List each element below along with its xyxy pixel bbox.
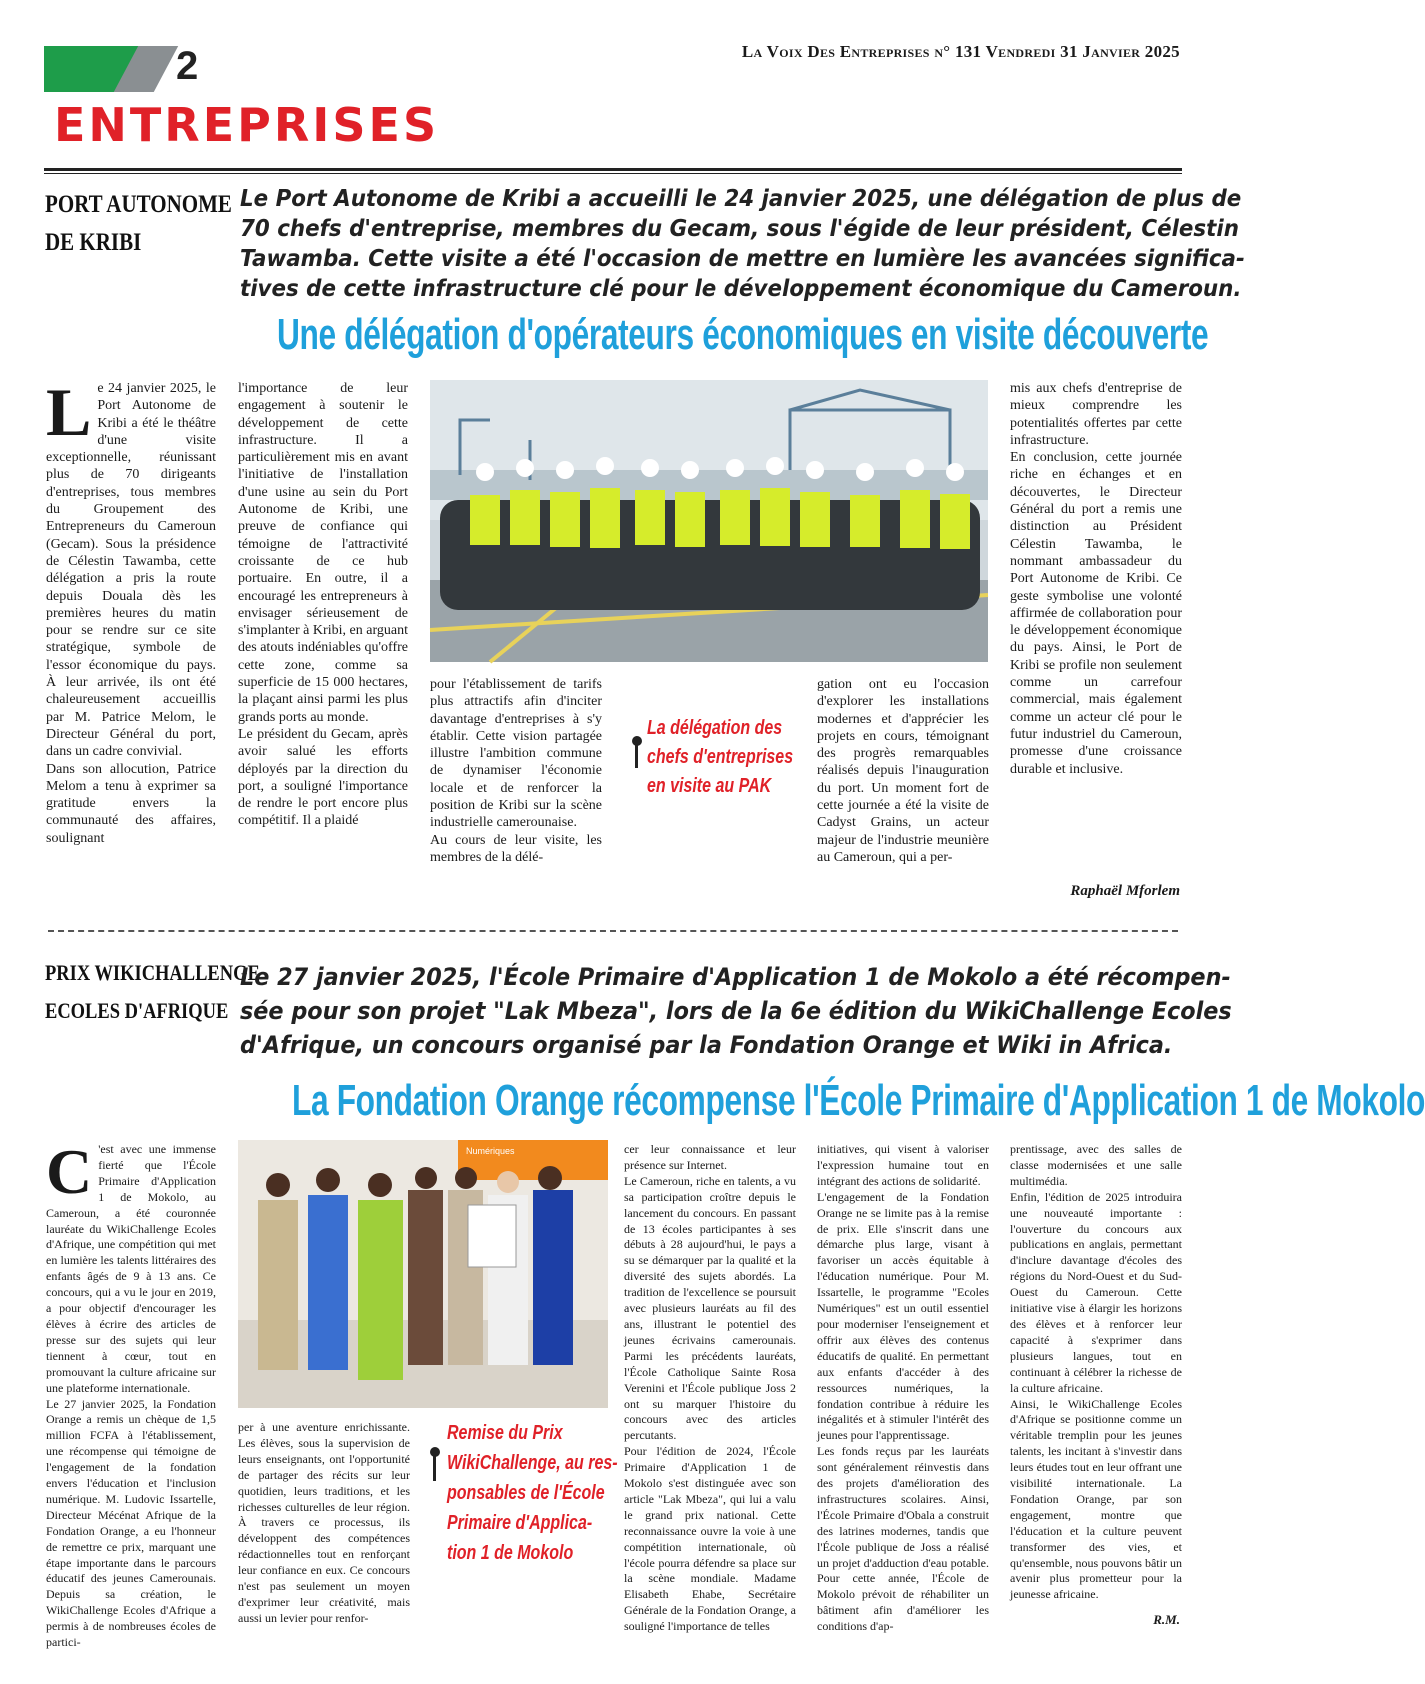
paragraph: Le 27 janvier 2025, la Fondation Orange a remis un chèque de 1,5 million FCFA à l'établissement, une récompense qui témoigne de l'engagement de la fondation envers l'éducation et l'inclusion numérique. M. Ludovic Issartelle, Directeur Mécénat Afrique de la Fondation Orange, a eu l'honneur de remettre ce prix, marquant une étape importante dans le parcours éducatif des jeunes Camerounais. Depuis sa création, le WikiChallenge Ecoles d'Afrique a permis à de nombreuses écoles de partici-: [46, 1396, 216, 1650]
caption-line: La délégation des: [647, 717, 783, 739]
paragraph: En conclusion, cette journée riche en échanges et en découvertes, le Directeur Général du port a remis une distinction au Président Célestin Tawamba, le nommant ambassadeur du Port Autonome de Kribi. Ce geste symbolise une volonté affirmée de collaboration pour le développement économique du pays. Ainsi, le Port de Kribi se profile non seulement comme un carrefour commercial, mais également comme un acteur clé pour le futur industriel du Cameroun, promesse d'une croissance durable et inclusive.: [1010, 450, 1182, 777]
article2-kicker: [45, 954, 260, 1030]
article2-col1: [46, 1136, 216, 1651]
caption-line: ponsables de l'École: [447, 1482, 605, 1504]
caption-line: Primaire d'Applica-: [447, 1512, 593, 1534]
article1-signature: Raphaël Mforlem: [1070, 883, 1180, 899]
publication-line: La Voix Des Entreprises n° 131 Vendredi 31 Janvier 2025: [741, 42, 1180, 61]
paragraph: Le président du Gecam, après avoir salué les efforts déployés par la direction du port, a souligné l'importance de rendre le port encore plus compétitif. Il a plaidé: [238, 726, 408, 829]
article1-kicker: [45, 186, 232, 262]
paragraph: Les fonds reçus par les lauréats sont généralement réinvestis dans des projets d'amélioration des infrastructures scolaires. Ainsi, l'École Primaire d'Obala a construit des latrines modernes, tandis que l'École publique de Joss a réalisé un projet d'adduction d'eau potable. Pour cette année, l'École de Mokolo prévoit de réhabiliter un bâtiment afin d'améliorer les conditions d'ap-: [817, 1444, 989, 1634]
paragraph: cer leur connaissance et leur présence sur Internet.: [624, 1142, 796, 1172]
caption-bar: [433, 1455, 436, 1481]
intro-line: d'Afrique, un concours organisé par la Fondation Orange et Wiki in Africa.: [240, 1031, 1173, 1059]
paragraph: Pour l'édition de 2024, l'École Primaire d'Application 1 de Mokolo s'est distinguée avec son article "Lak Mbeza", qui lui a valu le grand prix national. Cette reconnaissance ouvre la voie à une compétition internationale, où l'école pourra défendre sa place sur la scène mondiale. Madame Elisabeth Ehabe, Secrétaire Générale de la Fondation Orange, a souligné l'importance de telles: [624, 1444, 796, 1634]
paragraph: prentissage, avec des salles de classe modernisées et une salle multimédia.: [1010, 1142, 1182, 1188]
kicker-line: ECOLES D'AFRIQUE: [45, 998, 229, 1023]
kicker-line: DE KRIBI: [45, 229, 142, 256]
intro-line: sée pour son projet "Lak Mbeza", lors de la 6e édition du WikiChallenge Ecoles: [240, 997, 1232, 1025]
caption-bar: [635, 744, 638, 768]
article1-col2: [238, 380, 408, 830]
article-separator: [48, 930, 1178, 932]
caption-line: tion 1 de Mokolo: [447, 1542, 574, 1564]
paragraph: Le Cameroun, riche en talents, a vu sa participation croître depuis le lancement du concours. En passant de 13 écoles participantes à ses débuts à 28 aujourd'hui, le pays a su se démarquer par la qualité et la diversité des sujets abordés. La tradition de l'excellence se poursuit avec plusieurs lauréats au fil des ans, illustrant le potentiel des jeunes écrivains camerounais. Parmi les précédents lauréats, l'École Catholique Sainte Rosa Verenini et l'École publique Joss 2 ont su marquer l'histoire du concours avec des articles percutants.: [624, 1173, 796, 1443]
paragraph: Enfin, l'édition de 2025 introduira une nouveauté importante : l'ouverture du concours aux publications en anglais, permettant d'inclure davantage d'écoles des régions du Nord-Ouest et du Sud-Ouest du Cameroun. Cette initiative vise à élargir les horizons des élèves et à renforcer leur capacité à s'exprimer dans plusieurs langues, tout en continuant à célébrer la richesse de la culture africaine.: [1010, 1189, 1182, 1395]
header-rule-thin: [44, 173, 1182, 174]
paragraph: pour l'établissement de tarifs plus attractifs afin d'inciter davantage d'entreprises à s'y établir. Cette vision partagée illustre l'ambition commune de dynamiser l'économie locale et de renforcer la position de Kribi sur la scène industrielle camerounaise.: [430, 677, 602, 831]
article1-col3: [430, 676, 602, 866]
delegation-photo-illustration: [430, 380, 988, 662]
award-photo-illustration: [238, 1140, 608, 1408]
intro-line: Le 27 janvier 2025, l'École Primaire d'Application 1 de Mokolo a été récompen-: [240, 963, 1231, 991]
kicker-line: PORT AUTONOME: [45, 191, 232, 218]
paragraph: gation ont eu l'occasion d'explorer les installations modernes et d'apprécier les projets en cours, témoignant des progrès remarquables réalisés depuis l'inauguration du port. Un moment fort de cette journée a été la visite de Cadyst Grains, un acteur majeur de l'industrie meunière au Cameroun, qui a per-: [817, 677, 989, 865]
paragraph: initiatives, qui visent à valoriser l'expression humaine tout en intégrant des actions de solidarité.: [817, 1142, 989, 1188]
section-title: ENTREPRISES: [54, 98, 440, 152]
paragraph: mis aux chefs d'entreprise de mieux comprendre les potentialités offertes par cette infrastructure.: [1010, 381, 1182, 448]
kicker-line: PRIX WIKICHALLENGE: [45, 960, 260, 985]
photo-banner-text: Numériques: [466, 1146, 515, 1156]
article1-col5: [1010, 380, 1182, 778]
article1-intro: [240, 184, 1245, 304]
article2-col3: [624, 1142, 796, 1635]
paragraph: e 24 janvier 2025, le Port Autonome de Kribi a été le théâtre d'une visite exceptionnelle, réunissant plus de 70 dirigeants d'entreprises, tous membres du Groupement des Entrepreneurs du Cameroun (Gecam). Sous la présidence de Célestin Tawamba, cette délégation a pris la route depuis Douala dès les premières heures du matin pour se rendre sur ce site stratégique, symbole de l'essor économique du pays. À leur arrivée, ils ont été chaleureusement accueillis par M. Patrice Melom, le Directeur Général du port, dans un cadre convivial.: [46, 381, 216, 760]
article2-col2: [238, 1420, 410, 1627]
intro-line: Tawamba. Cette visite a été l'occasion de mettre en lumière les avancées significa-: [240, 246, 1245, 272]
award-photo: [238, 1140, 608, 1408]
article1-col4: [817, 676, 989, 866]
paragraph: L'engagement de la Fondation Orange ne se limite pas à la remise de prix. Elle s'inscrit dans une démarche plus large, visant à favoriser un accès équitable à l'éducation numérique. Pour M. Issartelle, le programme "Ecoles Numériques" est un outil essentiel pour moderniser l'enseignement et offrir aux élèves des contenus éducatifs de qualité. En permettant aux enfants d'accéder à des ressources numériques, la fondation contribue à réduire les inégalités et à stimuler l'intérêt des jeunes pour l'apprentissage.: [817, 1189, 989, 1443]
paragraph: l'importance de leur engagement à soutenir le développement de cette infrastructure. Il a particulièrement mis en avant l'initiative de l'installation d'une usine au sein du Port Autonome de Kribi, une preuve de confiance qui témoigne de l'attractivité croissante de ce hub portuaire. En outre, il a encouragé les entrepreneurs à envisager sérieusement de s'implanter à Kribi, en arguant des atouts indéniables qu'offre cette zone, comme sa superficie de 15 000 hectares, la plaçant ainsi parmi les plus grands ports au monde.: [238, 381, 408, 725]
page-number: 2: [176, 44, 199, 88]
article2-col5: [1010, 1142, 1182, 1603]
drop-cap: L: [46, 374, 92, 450]
caption-line: Remise du Prix: [447, 1422, 563, 1444]
paragraph: 'est avec une immense fierté que l'École Primaire d'Application 1 de Mokolo, au Cameroun, a été couronnée lauréate du WikiChallenge Ecoles d'Afrique, une compétition qui met en lumière les talents littéraires des enfants âgés de 9 à 13 ans. Ce concours, qui a vu le jour en 2019, a pour objectif d'encourager les élèves à écrire des articles de presse sur des sujets qui leur tiennent à cœur, tout en promouvant la culture africaine sur une plateforme internationale.: [46, 1142, 216, 1395]
intro-line: Le Port Autonome de Kribi a accueilli le 24 janvier 2025, une délégation de plus de: [240, 186, 1242, 212]
intro-line: 70 chefs d'entreprise, membres du Gecam, sous l'égide de leur président, Célestin: [240, 216, 1239, 242]
paragraph: Ainsi, le WikiChallenge Ecoles d'Afrique se positionne comme un véritable tremplin pour les jeunes talents, les incitant à s'investir dans leurs études tout en leur offrant une visibilité internationale. La Fondation Orange, par son engagement, montre que l'éducation et la culture peuvent transformer des vies, et qu'ensemble, nous pouvons bâtir un avenir plus prometteur pour la jeunesse africaine.: [1010, 1396, 1182, 1602]
article1-caption: [647, 714, 793, 801]
paragraph: per à une aventure enrichissante. Les élèves, sous la supervision de leurs enseignants, ont l'opportunité de partager des récits sur leur quotidien, leurs traditions, et les richesses culturelles de leur région. À travers ce processus, ils développent des compétences rédactionnelles tout en renforçant leur confiance en eux. Ce concours n'est pas seulement un moyen d'exprimer leur créativité, mais aussi un levier pour renfor-: [238, 1420, 410, 1625]
delegation-photo: [430, 380, 988, 662]
header-rule: [44, 168, 1182, 171]
article2-signature: R.M.: [1153, 1612, 1180, 1627]
article1-headline: Une délégation d'opérateurs économiques en visite découverte: [277, 310, 1209, 359]
article2-caption: [447, 1418, 618, 1568]
paragraph: Dans son allocution, Patrice Melom a tenu à exprimer sa gratitude envers la communauté des affaires, soulignant: [46, 761, 216, 846]
article2-col4: [817, 1142, 989, 1635]
article2-headline: La Fondation Orange récompense l'École Primaire d'Application 1 de Mokolo: [292, 1076, 1425, 1125]
caption-line: chefs d'entreprises: [647, 746, 794, 768]
article1-col1: [46, 374, 216, 847]
paragraph: Au cours de leur visite, les membres de la délé-: [430, 832, 602, 865]
article2-intro: [240, 960, 1232, 1062]
drop-cap: C: [46, 1136, 93, 1207]
caption-line: WikiChallenge, au res-: [447, 1452, 618, 1474]
caption-line: en visite au PAK: [647, 775, 772, 797]
intro-line: tives de cette infrastructure clé pour le développement économique du Cameroun.: [240, 276, 1242, 302]
